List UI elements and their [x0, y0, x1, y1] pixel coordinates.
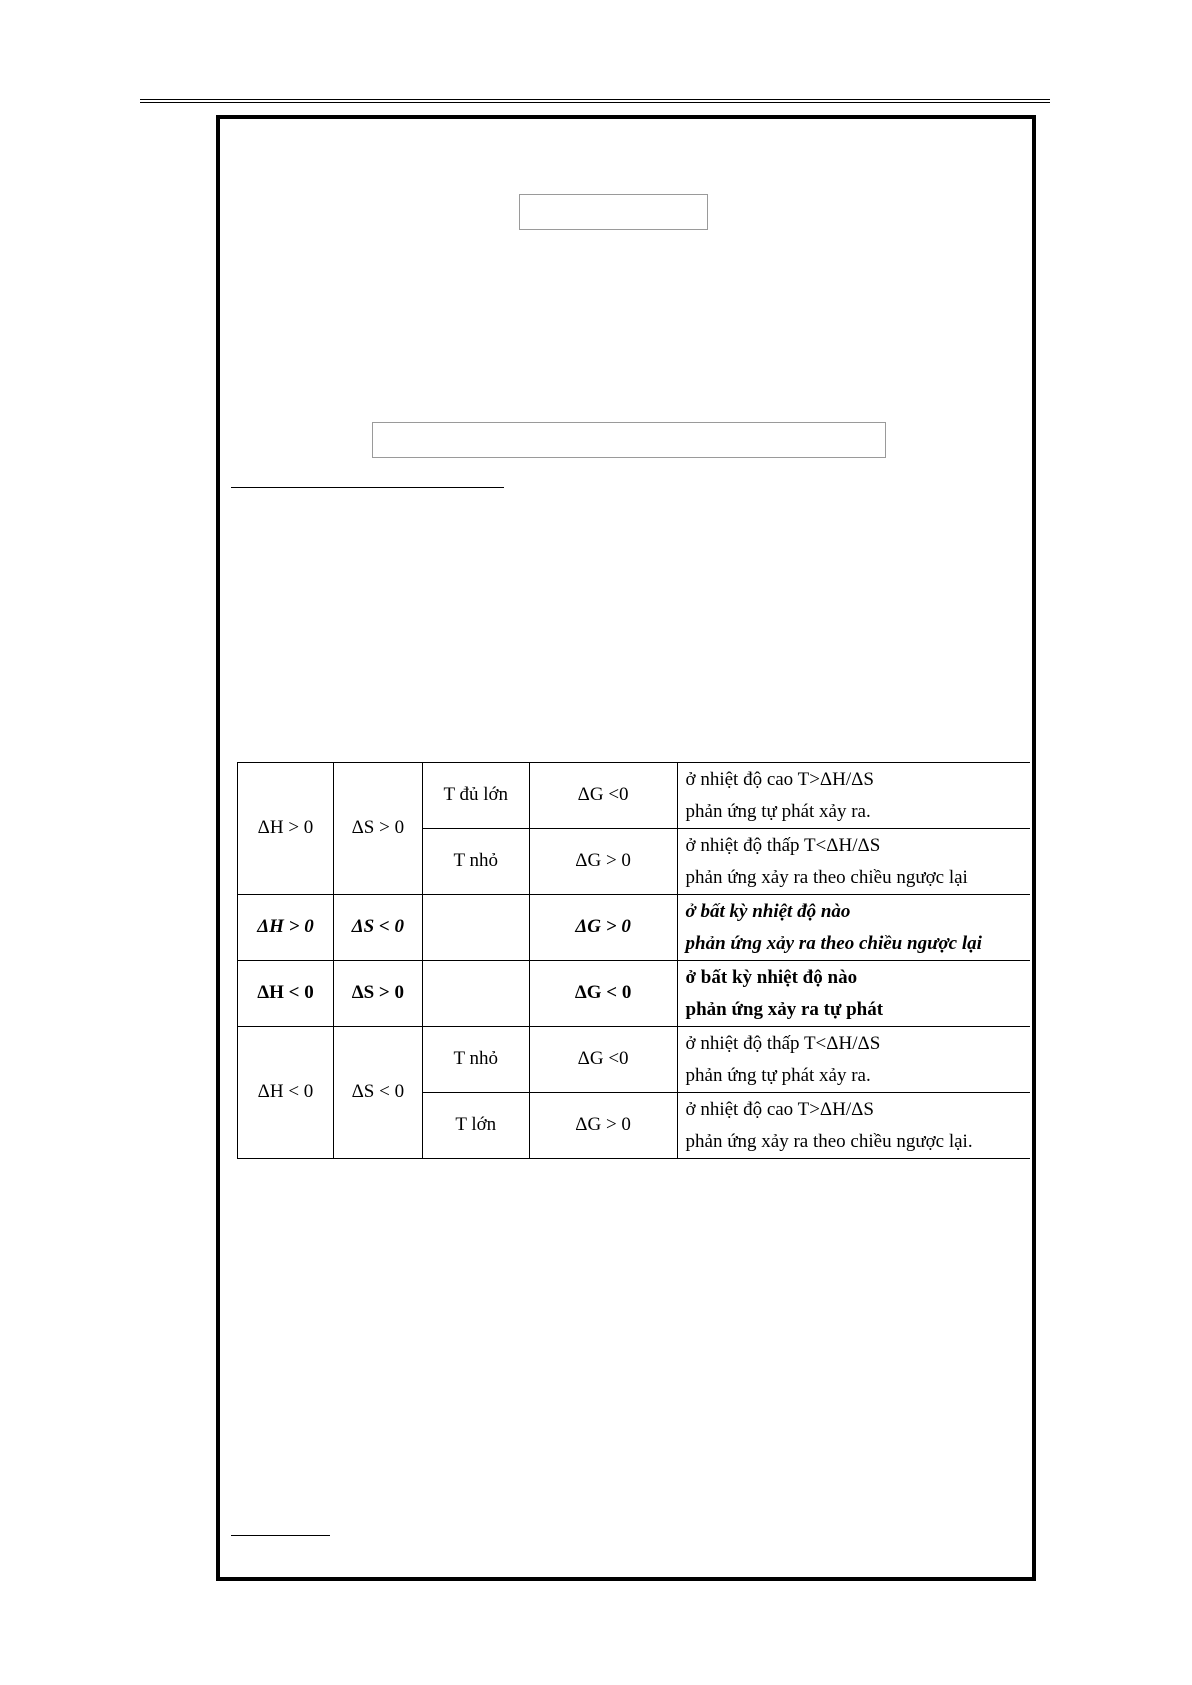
description-line-2: phản ứng tự phát xảy ra. — [685, 1065, 871, 1086]
description-line-1: ở nhiệt độ cao T>ΔH/ΔS — [685, 769, 874, 790]
delta-h-cell: ΔH < 0 — [238, 1027, 334, 1159]
delta-g-cell: ΔG < 0 — [529, 961, 677, 1027]
temperature-cell: T lớn — [422, 1093, 529, 1159]
description-line-1: ở nhiệt độ cao T>ΔH/ΔS — [685, 1099, 874, 1120]
description-line-1: ở nhiệt độ thấp T<ΔH/ΔS — [685, 835, 881, 856]
blank-title-box — [519, 194, 708, 230]
temperature-cell — [422, 961, 529, 1027]
description-cell — [677, 1093, 1030, 1159]
delta-g-cell: ΔG > 0 — [529, 1093, 677, 1159]
delta-h-cell: ΔH > 0 — [238, 763, 334, 895]
table-row — [238, 895, 1031, 961]
delta-g-cell: ΔG > 0 — [529, 895, 677, 961]
section-underline — [231, 487, 504, 488]
description-line-2: phản ứng xảy ra tự phát — [685, 999, 884, 1020]
delta-s-cell: ΔS < 0 — [333, 895, 422, 961]
description-cell — [677, 895, 1030, 961]
delta-h-cell: ΔH < 0 — [238, 961, 334, 1027]
description-line-2: phản ứng xảy ra theo chiều ngược lại. — [685, 1131, 973, 1152]
delta-s-cell: ΔS > 0 — [333, 961, 422, 1027]
description-line-2: phản ứng tự phát xảy ra. — [685, 801, 871, 822]
table-row — [238, 961, 1031, 1027]
description-line-2: phản ứng xảy ra theo chiều ngược lại — [685, 867, 968, 888]
description-cell — [677, 829, 1030, 895]
description-line-1: ở bất kỳ nhiệt độ nào — [685, 901, 851, 922]
delta-h-cell: ΔH > 0 — [238, 895, 334, 961]
delta-s-cell: ΔS < 0 — [333, 1027, 422, 1159]
delta-s-cell: ΔS > 0 — [333, 763, 422, 895]
description-cell — [677, 763, 1030, 829]
description-line-1: ở nhiệt độ thấp T<ΔH/ΔS — [685, 1033, 881, 1054]
table-row — [238, 1027, 1031, 1093]
spontaneity-table — [237, 762, 1030, 1159]
header-rule-top — [140, 99, 1050, 100]
description-line-2: phản ứng xảy ra theo chiều ngược lại — [685, 933, 982, 954]
table-row — [238, 763, 1031, 829]
delta-g-cell: ΔG <0 — [529, 1027, 677, 1093]
delta-g-cell: ΔG <0 — [529, 763, 677, 829]
temperature-cell: T đủ lớn — [422, 763, 529, 829]
note-underline — [231, 1535, 330, 1536]
description-cell — [677, 1027, 1030, 1093]
description-cell — [677, 961, 1030, 1027]
header-rule-bottom — [140, 102, 1050, 103]
blank-heading-box — [372, 422, 886, 458]
temperature-cell: T nhỏ — [422, 829, 529, 895]
description-line-1: ở bất kỳ nhiệt độ nào — [685, 967, 858, 988]
delta-g-cell: ΔG > 0 — [529, 829, 677, 895]
temperature-cell — [422, 895, 529, 961]
temperature-cell: T nhỏ — [422, 1027, 529, 1093]
